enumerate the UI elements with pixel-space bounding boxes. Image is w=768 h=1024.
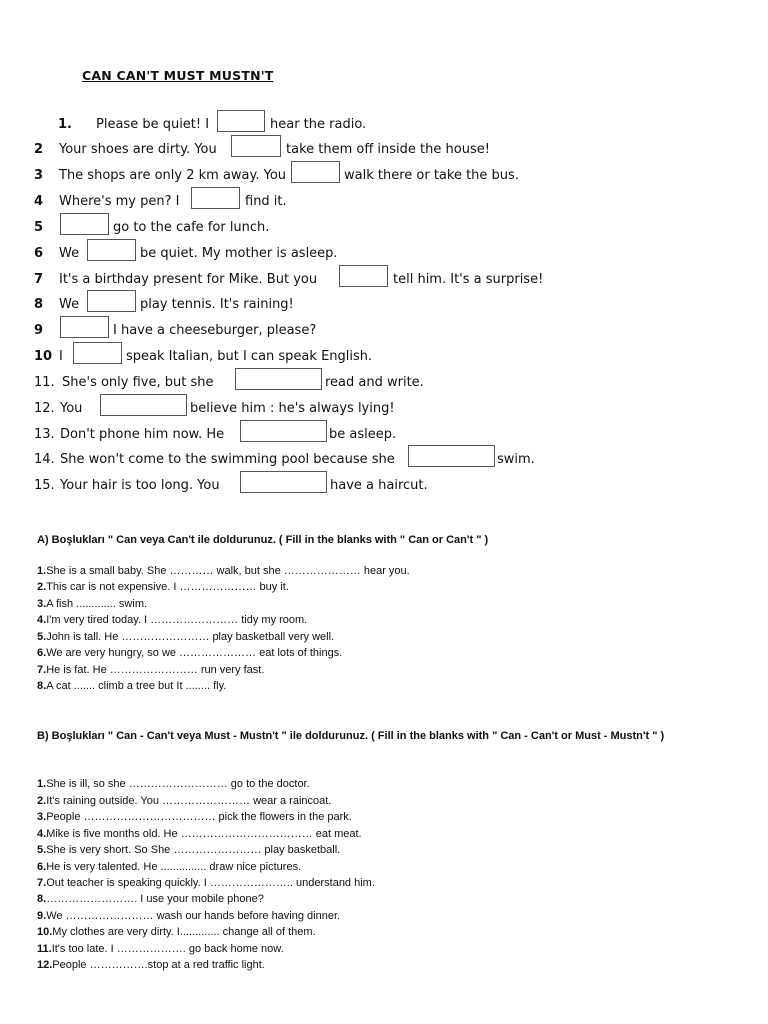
sentence-before: Don't phone him now. He: [60, 427, 225, 442]
item-number: 6.: [37, 861, 47, 873]
sentence-after: be asleep.: [329, 427, 397, 442]
item-text: She is very short. So She …………………… play basketball.: [46, 844, 341, 856]
item-number: 6.: [37, 647, 47, 659]
item-number: 8: [34, 297, 44, 312]
section-b-item: [37, 778, 310, 790]
item-text: Out teacher is speaking quickly. I ………………….. understand him.: [46, 877, 375, 889]
answer-box[interactable]: [408, 445, 495, 467]
sentence-before: Your hair is too long. You: [60, 478, 220, 493]
item-number: 3.: [37, 598, 47, 610]
item-text: People …………….stop at a red traffic light.: [52, 959, 265, 971]
sentence-before: It's a birthday present for Mike. But you: [59, 272, 318, 287]
item-number: 4.: [37, 614, 47, 626]
item-number: 2.: [37, 795, 47, 807]
sentence-before: She won't come to the swimming pool because she: [60, 452, 395, 467]
section-b-item: [37, 811, 352, 823]
section-a-item: [37, 598, 147, 610]
sentence-after: have a haircut.: [330, 478, 428, 493]
sentence-after: be quiet. My mother is asleep.: [140, 246, 338, 261]
item-number: 7.: [37, 877, 47, 889]
item-text: This car is not expensive. I ………………… buy it.: [46, 581, 289, 593]
item-number: 1.: [37, 565, 47, 577]
sentence-before: We: [59, 246, 80, 261]
section-a-item: [37, 565, 410, 577]
section-b-item: [37, 828, 362, 840]
item-number: 7.: [37, 664, 47, 676]
item-number: 5.: [37, 631, 47, 643]
item-text: He is fat. He …………………… run very fast.: [46, 664, 265, 676]
item-number: 1.: [37, 778, 47, 790]
item-number: 12.: [34, 401, 55, 416]
section-a-item: [37, 664, 264, 676]
answer-box[interactable]: [191, 187, 240, 209]
answer-box[interactable]: [100, 394, 187, 416]
item-number: 2.: [37, 581, 47, 593]
item-text: It's raining outside. You …………………… wear a raincoat.: [46, 795, 332, 807]
item-text: We …………………… wash our hands before having dinner.: [46, 910, 341, 922]
item-text: She is a small baby. She ………… walk, but she ………………… hear you.: [46, 565, 410, 577]
section-a-item: [37, 581, 289, 593]
answer-box[interactable]: [60, 316, 109, 338]
sentence-after: I have a cheeseburger, please?: [113, 323, 317, 338]
section-b-item: [37, 943, 284, 955]
item-text: We are very hungry, so we ………………… eat lots of things.: [46, 647, 343, 659]
sentence-before: You: [60, 401, 83, 416]
section-a-item: [37, 614, 307, 626]
answer-box[interactable]: [87, 290, 136, 312]
sentence-after: read and write.: [325, 375, 424, 390]
answer-box[interactable]: [87, 239, 136, 261]
sentence-before: She's only five, but she: [62, 375, 214, 390]
sentence-before: The shops are only 2 km away. You: [59, 168, 287, 183]
item-number: 2: [34, 142, 44, 157]
answer-box[interactable]: [339, 265, 388, 287]
sentence-before: Your shoes are dirty. You: [59, 142, 217, 157]
item-number: 11.: [34, 375, 55, 390]
item-number: 7: [34, 272, 44, 287]
answer-box[interactable]: [240, 471, 327, 493]
section-b-heading: B) Boşlukları " Can - Can't veya Must - Mustn't " ile doldurunuz. ( Fill in the blanks with " Can - Can't or Must - Mustn't " ): [37, 730, 665, 742]
section-b-item: [37, 893, 264, 905]
sentence-before: I: [59, 349, 63, 364]
item-text: I'm very tired today. I …………………… tidy my room.: [46, 614, 308, 626]
section-a-item: [37, 680, 226, 692]
item-number: 12.: [37, 959, 53, 971]
sentence-after: walk there or take the bus.: [344, 168, 519, 183]
item-text: She is ill, so she ……………………… go to the doctor.: [46, 778, 310, 790]
item-text: Mike is five months old. He ……………………………… eat meat.: [46, 828, 362, 840]
answer-box[interactable]: [217, 110, 265, 132]
section-b-item: [37, 959, 265, 971]
item-number: 8.: [37, 680, 47, 692]
item-text: A fish ............. swim.: [46, 598, 148, 610]
section-a-heading: A) Boşlukları " Can veya Can't ile doldurunuz. ( Fill in the blanks with " Can or Can't " ): [37, 534, 489, 546]
item-number: 9: [34, 323, 44, 338]
sentence-before: We: [59, 297, 80, 312]
section-b-item: [37, 877, 375, 889]
item-number: 3.: [37, 811, 47, 823]
item-number: 5.: [37, 844, 47, 856]
sentence-before: Please be quiet! I: [96, 117, 210, 132]
sentence-after: swim.: [497, 452, 535, 467]
answer-box[interactable]: [235, 368, 322, 390]
item-text: ……………………. I use your mobile phone?: [46, 893, 264, 905]
sentence-before: Where's my pen? I: [59, 194, 180, 209]
section-a-item: [37, 647, 342, 659]
sentence-after: find it.: [245, 194, 287, 209]
item-text: John is tall. He …………………… play basketball very well.: [46, 631, 335, 643]
item-number: 10: [34, 349, 53, 364]
item-number: 13.: [34, 427, 55, 442]
sentence-after: speak Italian, but I can speak English.: [126, 349, 373, 364]
sentence-after: believe him : he's always lying!: [190, 401, 395, 416]
item-number: 9.: [37, 910, 47, 922]
sentence-after: tell him. It's a surprise!: [393, 272, 544, 287]
item-number: 4: [34, 194, 44, 209]
item-text: A cat ....... climb a tree but It ........ fly.: [46, 680, 227, 692]
item-number: 11.: [37, 943, 52, 955]
item-text: It's too late. I ………………. go back home now.: [51, 943, 284, 955]
answer-box[interactable]: [60, 213, 109, 235]
answer-box[interactable]: [291, 161, 340, 183]
answer-box[interactable]: [73, 342, 122, 364]
item-text: People ……………………………… pick the flowers in the park.: [46, 811, 352, 823]
item-number: 5: [34, 220, 44, 235]
item-number: 8.: [37, 893, 47, 905]
sentence-after: hear the radio.: [270, 117, 367, 132]
answer-box[interactable]: [231, 135, 281, 157]
sentence-after: take them off inside the house!: [286, 142, 490, 157]
item-number: 6: [34, 246, 44, 261]
section-b-item: [37, 861, 301, 873]
section-b-item: [37, 844, 340, 856]
item-number: 1.: [58, 117, 72, 132]
worksheet-title: CAN CAN'T MUST MUSTN'T: [82, 68, 274, 83]
item-text: He is very talented. He ............... draw nice pictures.: [46, 861, 302, 873]
section-b-item: [37, 910, 340, 922]
item-number: 4.: [37, 828, 47, 840]
item-number: 15.: [34, 478, 55, 493]
sentence-after: play tennis. It's raining!: [140, 297, 294, 312]
item-number: 10.: [37, 926, 53, 938]
sentence-after: go to the cafe for lunch.: [113, 220, 270, 235]
section-a-item: [37, 631, 334, 643]
section-b-item: [37, 926, 316, 938]
section-b-item: [37, 795, 331, 807]
item-number: 3: [34, 168, 44, 183]
answer-box[interactable]: [240, 420, 327, 442]
item-text: My clothes are very dirty. I............. change all of them.: [52, 926, 316, 938]
item-number: 14.: [34, 452, 55, 467]
